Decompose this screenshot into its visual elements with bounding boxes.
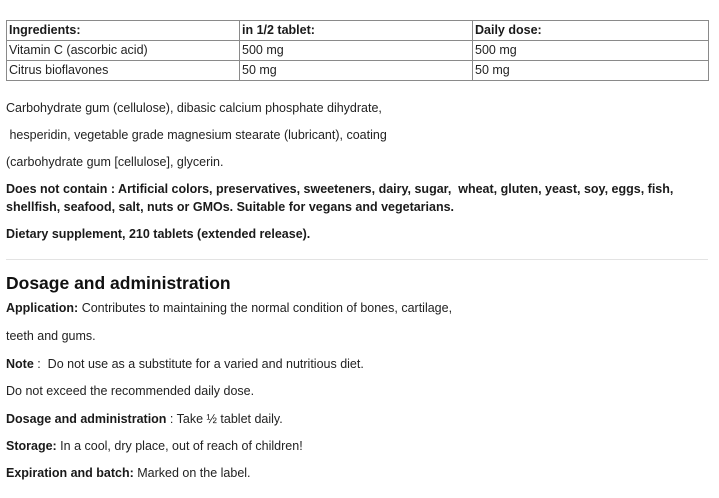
ingredient-name: Citrus bioflavones [7, 61, 240, 81]
supplement-description: Dietary supplement, 210 tablets (extended release). [6, 227, 311, 241]
note-line [6, 355, 708, 373]
storage-text: In a cool, dry place, out of reach of children! [56, 439, 303, 453]
storage-line [6, 437, 708, 455]
note-text: : Do not use as a substitute for a varied and nutritious diet. [33, 357, 364, 371]
expiry-line [6, 464, 708, 482]
product-info [6, 20, 708, 482]
expiry-text: Marked on the label. [133, 466, 251, 480]
application-line [6, 299, 708, 317]
ingredient-name: Vitamin C (ascorbic acid) [7, 41, 240, 61]
expiry-label: Expiration and batch: [6, 466, 134, 480]
application-line-2: teeth and gums. [6, 329, 96, 343]
table-header-row [7, 21, 709, 41]
ingredient-daily-amount: 50 mg [473, 61, 709, 81]
dosage-line [6, 410, 708, 428]
ingredients-table [6, 20, 709, 81]
note-label: Note [6, 357, 34, 371]
header-daily-dose: Daily dose: [473, 21, 709, 41]
composition-line-2: hesperidin, vegetable grade magnesium stearate (lubricant), coating [6, 128, 387, 142]
exclusions-text: Does not contain : Artificial colors, preservatives, sweeteners, dairy, sugar, wheat, gluten, yeast, soy, eggs, fish, shellfish, seafood, salt, nuts or GMOs. Suitable for vegans and vegetarians. [6, 182, 677, 214]
ingredient-half-tablet-amount: 500 mg [240, 41, 473, 61]
application-text: Contributes to maintaining the normal condition of bones, cartilage, [78, 301, 453, 315]
ingredient-daily-amount: 500 mg [473, 41, 709, 61]
composition-line-1: Carbohydrate gum (cellulose), dibasic calcium phosphate dihydrate, [6, 101, 382, 115]
section-divider [6, 259, 708, 260]
dosage-text: : Take ½ tablet daily. [166, 412, 283, 426]
dosage-label: Dosage and administration [6, 412, 167, 426]
ingredient-half-tablet-amount: 50 mg [240, 61, 473, 81]
header-half-tablet: in 1/2 tablet: [240, 21, 473, 41]
storage-label: Storage: [6, 439, 57, 453]
table-row [7, 41, 709, 61]
header-ingredients: Ingredients: [7, 21, 240, 41]
table-row [7, 61, 709, 81]
application-label: Application: [6, 301, 79, 315]
composition-line-3: (carbohydrate gum [cellulose], glycerin. [6, 155, 224, 169]
no-exceed-warning: Do not exceed the recommended daily dose. [6, 384, 255, 398]
dosage-section-title: Dosage and administration [6, 273, 231, 293]
